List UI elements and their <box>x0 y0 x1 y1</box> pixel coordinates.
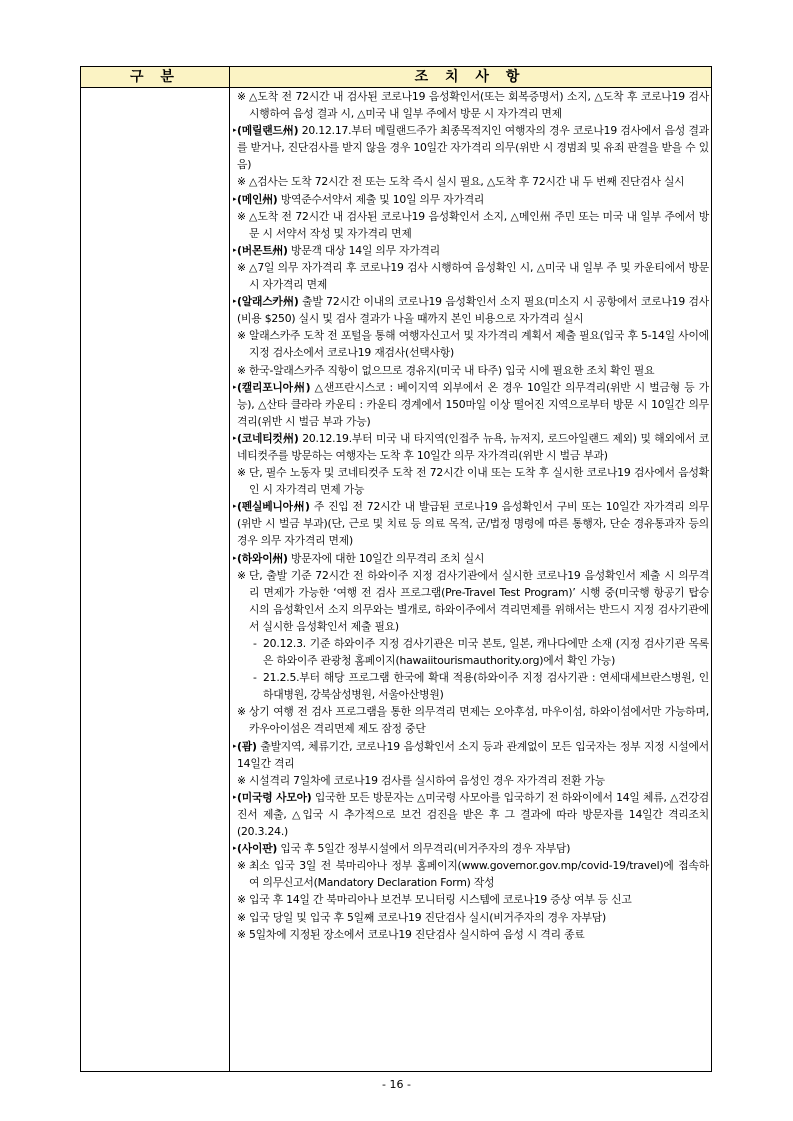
state-item <box>233 242 709 259</box>
item-text: 한국-알래스카주 직항이 없으므로 경유지(미국 내 타주) 입국 시에 필요한 조치 확인 필요 <box>249 363 655 377</box>
state-item <box>233 789 709 840</box>
item-text: 입국 후 5일간 정부시설에서 의무격리(비거주자의 경우 자부담) <box>277 842 571 856</box>
note-item <box>233 362 709 379</box>
bullet-triangle-icon: ▸ <box>233 844 237 853</box>
item-text: 주 진입 전 72시간 내 발급된 코로나19 음성확인서 구비 또는 10일간 자가격리 의무(위반 시 벌금 부과)(단, 근로 및 치료 등 의료 목적, 군/법정 명령에 따른 통행자, 단순 경유통과자 등의 경우 의무 자가격리 면제) <box>237 500 709 548</box>
item-text: 상기 여행 전 검사 프로그램을 통한 의무격리 면제는 오아후섬, 마우이섬, 하와이섬에서만 가능하며, 카우아이섬은 격리면제 제도 잠정 중단 <box>249 705 709 736</box>
reference-mark-icon: ※ <box>237 568 246 582</box>
reference-mark-icon: ※ <box>237 705 246 719</box>
note-item <box>233 567 709 635</box>
dash-marker: - <box>253 671 257 685</box>
state-item <box>233 379 709 430</box>
measures-table <box>80 66 712 1072</box>
bullet-triangle-icon: ▸ <box>233 741 237 750</box>
state-name: (코네티컷州) <box>237 431 299 445</box>
note-item <box>233 703 709 737</box>
item-text: 20.12.19.부터 미국 내 타지역(인접주 뉴욕, 뉴저지, 로드아일랜드 제외) 및 해외에서 코네티컷주를 방문하는 여행자는 도착 후 10일간 의무 자가격리(위반 시 벌금 부과) <box>237 431 709 462</box>
note-item <box>233 857 709 891</box>
item-text: 방역준수서약서 제출 및 10일 의무 자가격리 <box>277 192 485 206</box>
state-item <box>233 191 709 208</box>
item-text: 방문객 대상 14일 의무 자가격리 <box>287 243 441 257</box>
reference-mark-icon: ※ <box>237 260 246 274</box>
item-text: 알래스카주 도착 전 포털을 통해 여행자신고서 및 자가격리 계획서 제출 필요(입국 후 5-14일 사이에 지정 검사소에서 코로나19 재검사(선택사항) <box>249 329 709 360</box>
dash-marker: - <box>253 637 257 650</box>
item-text: 출발 72시간 이내의 코로나19 음성확인서 소지 필요(미소지 시 공항에서 코로나19 검사(비용 $250) 실시 및 검사 결과가 나올 때까지 본인 비용으로 자가격리 실시 <box>237 295 709 326</box>
note-item <box>233 891 709 908</box>
item-text: △샌프란시스코 : 베이지역 외부에서 온 경우 10일간 의무격리(위반 시 벌금형 등 가능), △산타 클라라 카운티 : 카운티 경계에서 150마일 이상 떨어진 지역으로부터 방문 시 10일간 의무격리(위반 시 벌금 부과 가능) <box>237 380 710 428</box>
note-item <box>233 327 709 361</box>
bullet-triangle-icon: ▸ <box>233 297 237 306</box>
state-name: (캘리포니아州) <box>237 380 311 394</box>
item-text: 시설격리 7일차에 코로나19 검사를 실시하여 음성인 경우 자가격리 전환 가능 <box>249 773 605 787</box>
item-text: △도착 전 72시간 내 검사된 코로나19 음성확인서 소지, △메인州 주민 또는 미국 내 일부 주에서 방문 시 서약서 작성 및 자가격리 면제 <box>249 209 709 240</box>
note-item <box>233 208 709 242</box>
item-text: 방문자에 대한 10일간 의무격리 조치 실시 <box>287 551 485 565</box>
reference-mark-icon: ※ <box>237 329 246 343</box>
reference-mark-icon: ※ <box>237 927 246 941</box>
item-text: △7일 의무 자가격리 후 코로나19 검사 시행하여 음성확인 시, △미국 내 일부 주 및 카운티에서 방문 시 자가격리 면제 <box>249 260 709 292</box>
item-text: 입국한 모든 방문자는 △미국령 사모아를 입국하기 전 하와이에서 14일 체류, △건강검진서 제출, △입국 시 추가적으로 보건 검진을 받은 후 그 결과에 따라 방문자를 14일간 격리조치(20.3.24.) <box>237 790 709 839</box>
bullet-triangle-icon: ▸ <box>233 433 237 442</box>
bullet-triangle-icon: ▸ <box>233 553 237 562</box>
sub-item <box>233 669 709 703</box>
note-item <box>233 909 709 926</box>
state-name: (알래스카州) <box>237 295 299 309</box>
item-text: 입국 당일 및 입국 후 5일째 코로나19 진단검사 실시(비거주자의 경우 자부담) <box>249 910 607 924</box>
state-name: (괌) <box>237 739 257 753</box>
measures-content <box>233 88 709 943</box>
reference-mark-icon: ※ <box>237 910 246 924</box>
sub-item <box>233 635 709 669</box>
reference-mark-icon: ※ <box>237 773 246 787</box>
header-category: 구 분 <box>81 67 230 87</box>
item-text: 20.12.17.부터 메릴랜드주가 최종목적지인 여행자의 경우 코로나19 검사에서 음성 결과를 받거나, 진단검사를 받지 않을 경우 10일간 자가격리 의무(위반 시 경범죄 및 유죄 판결을 받을 수 있음) <box>237 124 709 172</box>
reference-mark-icon: ※ <box>237 209 246 223</box>
reference-mark-icon: ※ <box>237 175 246 189</box>
state-name: (사이판) <box>237 842 278 856</box>
bullet-triangle-icon: ▸ <box>233 245 237 254</box>
table-header <box>81 67 711 88</box>
reference-mark-icon: ※ <box>237 893 246 907</box>
note-item <box>233 173 709 190</box>
state-item <box>233 498 709 549</box>
state-item <box>233 738 709 772</box>
note-item <box>233 772 709 789</box>
item-text: △검사는 도착 72시간 전 또는 도착 즉시 실시 필요, △도착 후 72시간 내 두 번째 진단검사 실시 <box>249 175 685 189</box>
reference-mark-icon: ※ <box>237 859 246 873</box>
note-item <box>233 259 709 293</box>
state-item <box>233 122 709 173</box>
bullet-triangle-icon: ▸ <box>233 194 237 203</box>
item-text: 단, 필수 노동자 및 코네티컷주 도착 전 72시간 이내 또는 도착 후 실시한 코로나19 검사에서 음성확인 시 자가격리 면제 가능 <box>249 466 709 497</box>
state-name: (펜실베니아州) <box>237 500 310 514</box>
note-item <box>233 926 709 943</box>
page-number: - 16 - <box>382 1078 411 1091</box>
bullet-triangle-icon: ▸ <box>233 126 237 135</box>
item-text: △도착 전 72시간 내 검사된 코로나19 음성확인서(또는 회복증명서) 소지, △도착 후 코로나19 검사 시행하여 음성 결과 시, △미국 내 일부 주에서 방문 시 자가격리 면제 <box>249 90 709 121</box>
item-text: 단, 출발 기준 72시간 전 하와이주 지정 검사기관에서 실시한 코로나19 음성확인서 제출 시 의무격리 면제가 가능한 ‘여행 전 검사 프로그램(Pre-Travel Test Program)’ 시행 중(미국행 항공기 탑승 시의 음성확인서 소지 의무와는 별개로, 하와이주에서 격리면제를 위해서는 반드시 지정 검사기관에서 실시한 음성확인서 제출 필요) <box>249 568 709 633</box>
bullet-triangle-icon: ▸ <box>233 792 237 801</box>
reference-mark-icon: ※ <box>237 90 246 103</box>
item-text: 출발지역, 체류기간, 코로나19 음성확인서 소지 등과 관계없이 모든 입국자는 정부 지정 시설에서 14일간 격리 <box>237 739 709 770</box>
item-text: 최소 입국 3일 전 북마리아나 정부 홈페이지(www.governor.gov.mp/covid-19/travel)에 접속하여 의무신고서(Mandatory Declaration Form) 작성 <box>249 859 709 890</box>
state-name: (메릴랜드州) <box>237 124 299 138</box>
bullet-triangle-icon: ▸ <box>233 382 237 391</box>
state-item <box>233 840 709 857</box>
item-text: 21.2.5.부터 해당 프로그램 한국에 확대 적용(하와이주 지정 검사기관 : 연세대세브란스병원, 인하대병원, 강북삼성병원, 서울아산병원) <box>263 671 709 702</box>
item-text: 5일차에 지정된 장소에서 코로나19 진단검사 실시하여 음성 시 격리 종료 <box>249 927 585 941</box>
note-item <box>233 88 709 122</box>
state-name: (메인州) <box>237 192 278 206</box>
item-text: 입국 후 14일 간 북마리아나 보건부 모니터링 시스템에 코로나19 증상 여부 등 신고 <box>249 893 632 907</box>
state-name: (미국령 사모아) <box>237 790 312 804</box>
item-text: 20.12.3. 기준 하와이주 지정 검사기관은 미국 본토, 일본, 캐나다에만 소재 (지정 검사기관 목록은 하와이주 관광청 홈페이지(hawaiitourismauthority.org)에서 확인 가능) <box>263 637 709 668</box>
state-item <box>233 293 709 327</box>
reference-mark-icon: ※ <box>237 363 246 377</box>
state-name: (버몬트州) <box>237 243 288 257</box>
column-divider <box>229 88 230 1071</box>
state-item <box>233 430 709 464</box>
state-item <box>233 550 709 567</box>
bullet-triangle-icon: ▸ <box>233 502 237 511</box>
state-name: (하와이州) <box>237 551 288 565</box>
note-item <box>233 464 709 498</box>
header-measures: 조 치 사 항 <box>414 69 526 85</box>
reference-mark-icon: ※ <box>237 466 246 480</box>
